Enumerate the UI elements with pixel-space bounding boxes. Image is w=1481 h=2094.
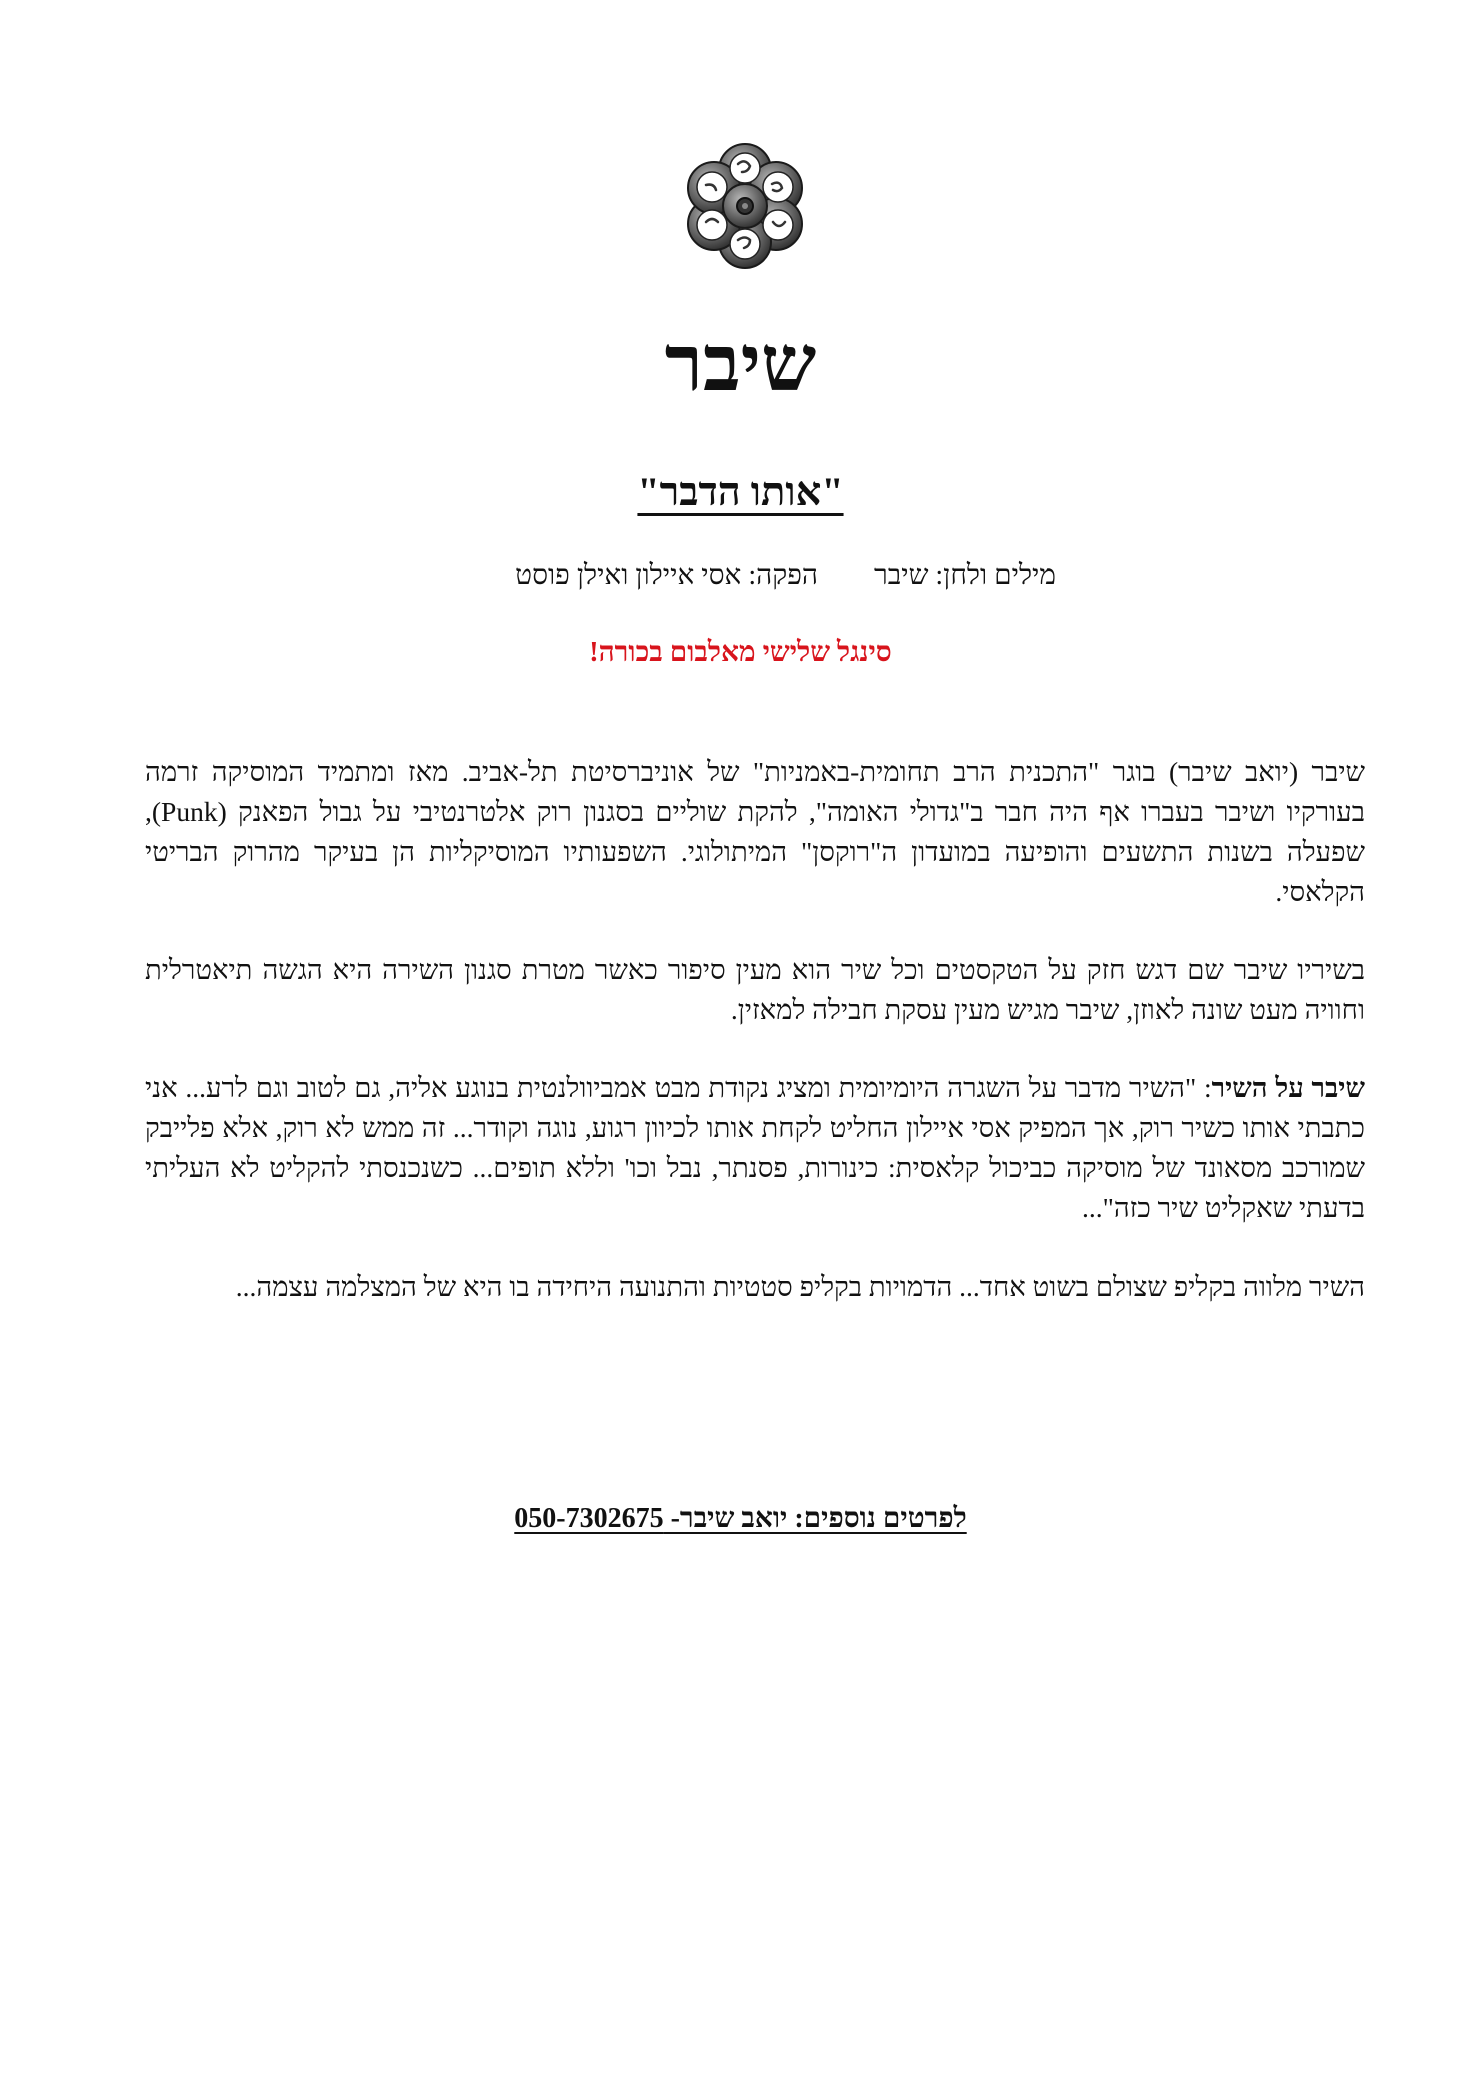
song-title-text: "אותו הדבר" xyxy=(637,469,844,514)
production-credit: הפקה: אסי איילון ואילן פוסט xyxy=(515,560,818,591)
clip-paragraph: השיר מלווה בקליפ שצולם בשוט אחד... הדמויות בקליפ סטטיות והתנועה היחידה בו היא של המצלמה עצמה... xyxy=(235,1271,1365,1302)
artist-quote-paragraph xyxy=(145,1068,1365,1228)
quote-text: : "השיר מדבר על השגרה היומיומית ומציג נקודת מבט אמביוולנטית בנוגע אליה, גם לטוב וגם לרע... אני כתבתי אותו כשיר רוק, אך המפיק אסי איילון החליט לקחת אותו לכיוון רגוע, נוגה וקודר... זה ממש לא רוק, אלא פלייבק שמורכב מסאונד של מוסיקה כביכול קלאסית: כינורות, פסנתר, נבל וכו' וללא תופים... כשנכנסתי להקליט לא העליתי בדעתי שאקליט שיר כזה"... xyxy=(145,1072,1365,1223)
credits-line xyxy=(515,560,1056,592)
artist-title: שיבר xyxy=(664,320,817,407)
contact-text: לפרטים נוספים: יואב שיבר- 050-7302675 xyxy=(514,1503,967,1534)
flower-logo-icon xyxy=(680,140,810,270)
bio-paragraph: שיבר (יואב שיבר) בוגר "התכנית הרב תחומית-באמניות" של אוניברסיטת תל-אביב. מאז ומתמיד המוסיקה זרמה בעורקיו ושיבר בעברו אף היה חבר ב"גדולי האומה", להקת שוליים בסגנון רוק אלטרנטיבי על גבול הפאנק (Punk), שפעלה בשנות התשעים והופיעה במועדון ה"רוקסן" המיתולוגי. השפעותיו המוסיקליות הן בעיקר מהרוק הבריטי הקלאסי. xyxy=(145,756,1365,907)
single-announcement: סינגל שלישי מאלבום בכורה! xyxy=(589,637,892,668)
song-title xyxy=(0,468,1481,515)
contact-line xyxy=(0,1503,1481,1535)
lyrics-music-credit: מילים ולחן: שיבר xyxy=(873,560,1056,591)
style-paragraph: בשיריו שיבר שם דגש חזק על הטקסטים וכל שיר הוא מעין סיפור כאשר מטרת סגנון השירה היא הגשה תיאטרלית וחוויה מעט שונה לאוזן, שיבר מגיש מעין עסקת חבילה למאזין. xyxy=(145,954,1365,1025)
quote-label: שיבר על השיר xyxy=(1211,1072,1365,1103)
